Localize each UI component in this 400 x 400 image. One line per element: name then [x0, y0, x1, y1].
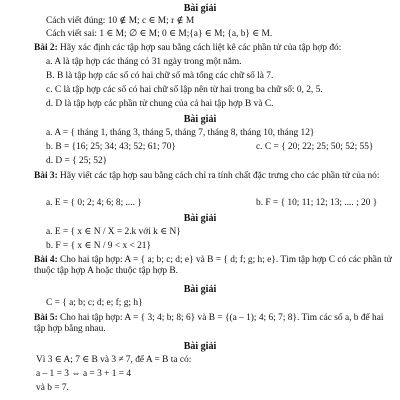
solution-2-heading: Bài giải — [183, 114, 217, 125]
solution-2-a: a. A = { tháng 1, tháng 3, tháng 5, tháng 7, tháng 8, tháng 10, tháng 12} — [46, 128, 315, 138]
exercise-3-prompt — [34, 171, 394, 182]
solution-4-heading: Bài giải — [183, 284, 217, 295]
exercise-2-text: Hãy xác định các tập hợp sau bằng cách liệt kê các phần tử của tập hợp đó: — [57, 43, 342, 53]
exercise-2-item-c: c. C là tập hợp các số có hai chữ số lập nên từ hai trong ba chữ số: 0, 2, 5. — [46, 85, 323, 95]
solution-5-line-1: Vì 3 ∈ A; 7 ∈ B và 3 ≠ 7, để A = B ta có: — [36, 355, 192, 365]
exercise-4-label: Bài 4: — [34, 255, 58, 265]
exercise-2-label: Bài 2: — [34, 43, 58, 53]
exercise-3-item-a: a. E = { 0; 2; 4; 6; 8; .... } — [46, 198, 142, 208]
exercise-2-item-b: B. B là tập hợp các số có hai chữ số mà tổng các chữ số là 7. — [46, 71, 274, 81]
exercise-2-prompt — [34, 43, 394, 54]
exercise-3-items-row — [46, 198, 400, 209]
exercise-2-item-d: d. D là tập hợp các phần tử chung của cả hai tập hợp B và C. — [46, 99, 274, 109]
exercise-5-label: Bài 5: — [34, 313, 58, 323]
solution-2-b: b. B = {16; 25; 34; 43; 52; 61; 70} — [46, 142, 176, 152]
exercise-5-prompt — [34, 313, 394, 335]
solution-3-a: a. E = { x ∈ N / X = 2.k với k ∈ N} — [46, 227, 181, 237]
exercise-4-text: Cho hai tập hợp: A = { a; b; c; d; e} và B = { d; f; g; h; e}. Tìm tập hợp C có các phần tử thuộc tập hợp A hoặc thuộc tập hợp B. — [34, 255, 392, 276]
solution-3-heading: Bài giải — [183, 213, 217, 224]
solution-5-line-3: và b = 7. — [36, 383, 69, 393]
exercise-4-prompt — [34, 255, 394, 277]
exercise-5-text: Cho hai tập hợp: A = { 3; 4; b; 8; 6} và B = {(a – 1); 4; 6; 7; 8}. Tìm các số a, b để hai tập hợp bằng nhau. — [34, 313, 384, 334]
solution-1-correct: Cách viết đúng: 10 ∉ M; c ∈ M; r ∉ M — [46, 16, 195, 26]
exercise-3-text: Hãy viết các tập hợp sau bằng cách chỉ ra tính chất đặc trưng cho các phần tử của nó: — [57, 171, 380, 181]
exercise-2-item-a: a. A là tập hợp các tháng có 31 ngày trong một năm. — [46, 57, 242, 67]
exercise-3-label: Bài 3: — [34, 171, 58, 181]
solution-4-answer: C = { a; b; c; d; e; f; g; h} — [46, 298, 143, 308]
solution-2-c: c. C = { 20; 22; 25; 50; 52; 55} — [256, 142, 374, 152]
solution-1-heading: Bài giải — [183, 3, 217, 14]
solution-5-heading: Bài giải — [183, 341, 217, 352]
solution-2-bc-row — [46, 142, 400, 153]
solution-2-d: d. D = { 25; 52} — [46, 156, 108, 166]
solution-3-b: b. F = { x ∈ N / 9 < x < 21} — [46, 241, 151, 251]
exercise-3-item-b: b. F = { 10; 11; 12; 13; .... ; 20 } — [256, 198, 378, 208]
solution-1-wrong: Cách viết sai: 1 ∈ M; ∅ ∈ M; 0 ∈ M;{a} ∈ M; {a, b} ∈ M. — [46, 29, 273, 39]
solution-5-line-2: a – 1 = 3 ⇔ a = 3 + 1 = 4 — [36, 369, 132, 379]
